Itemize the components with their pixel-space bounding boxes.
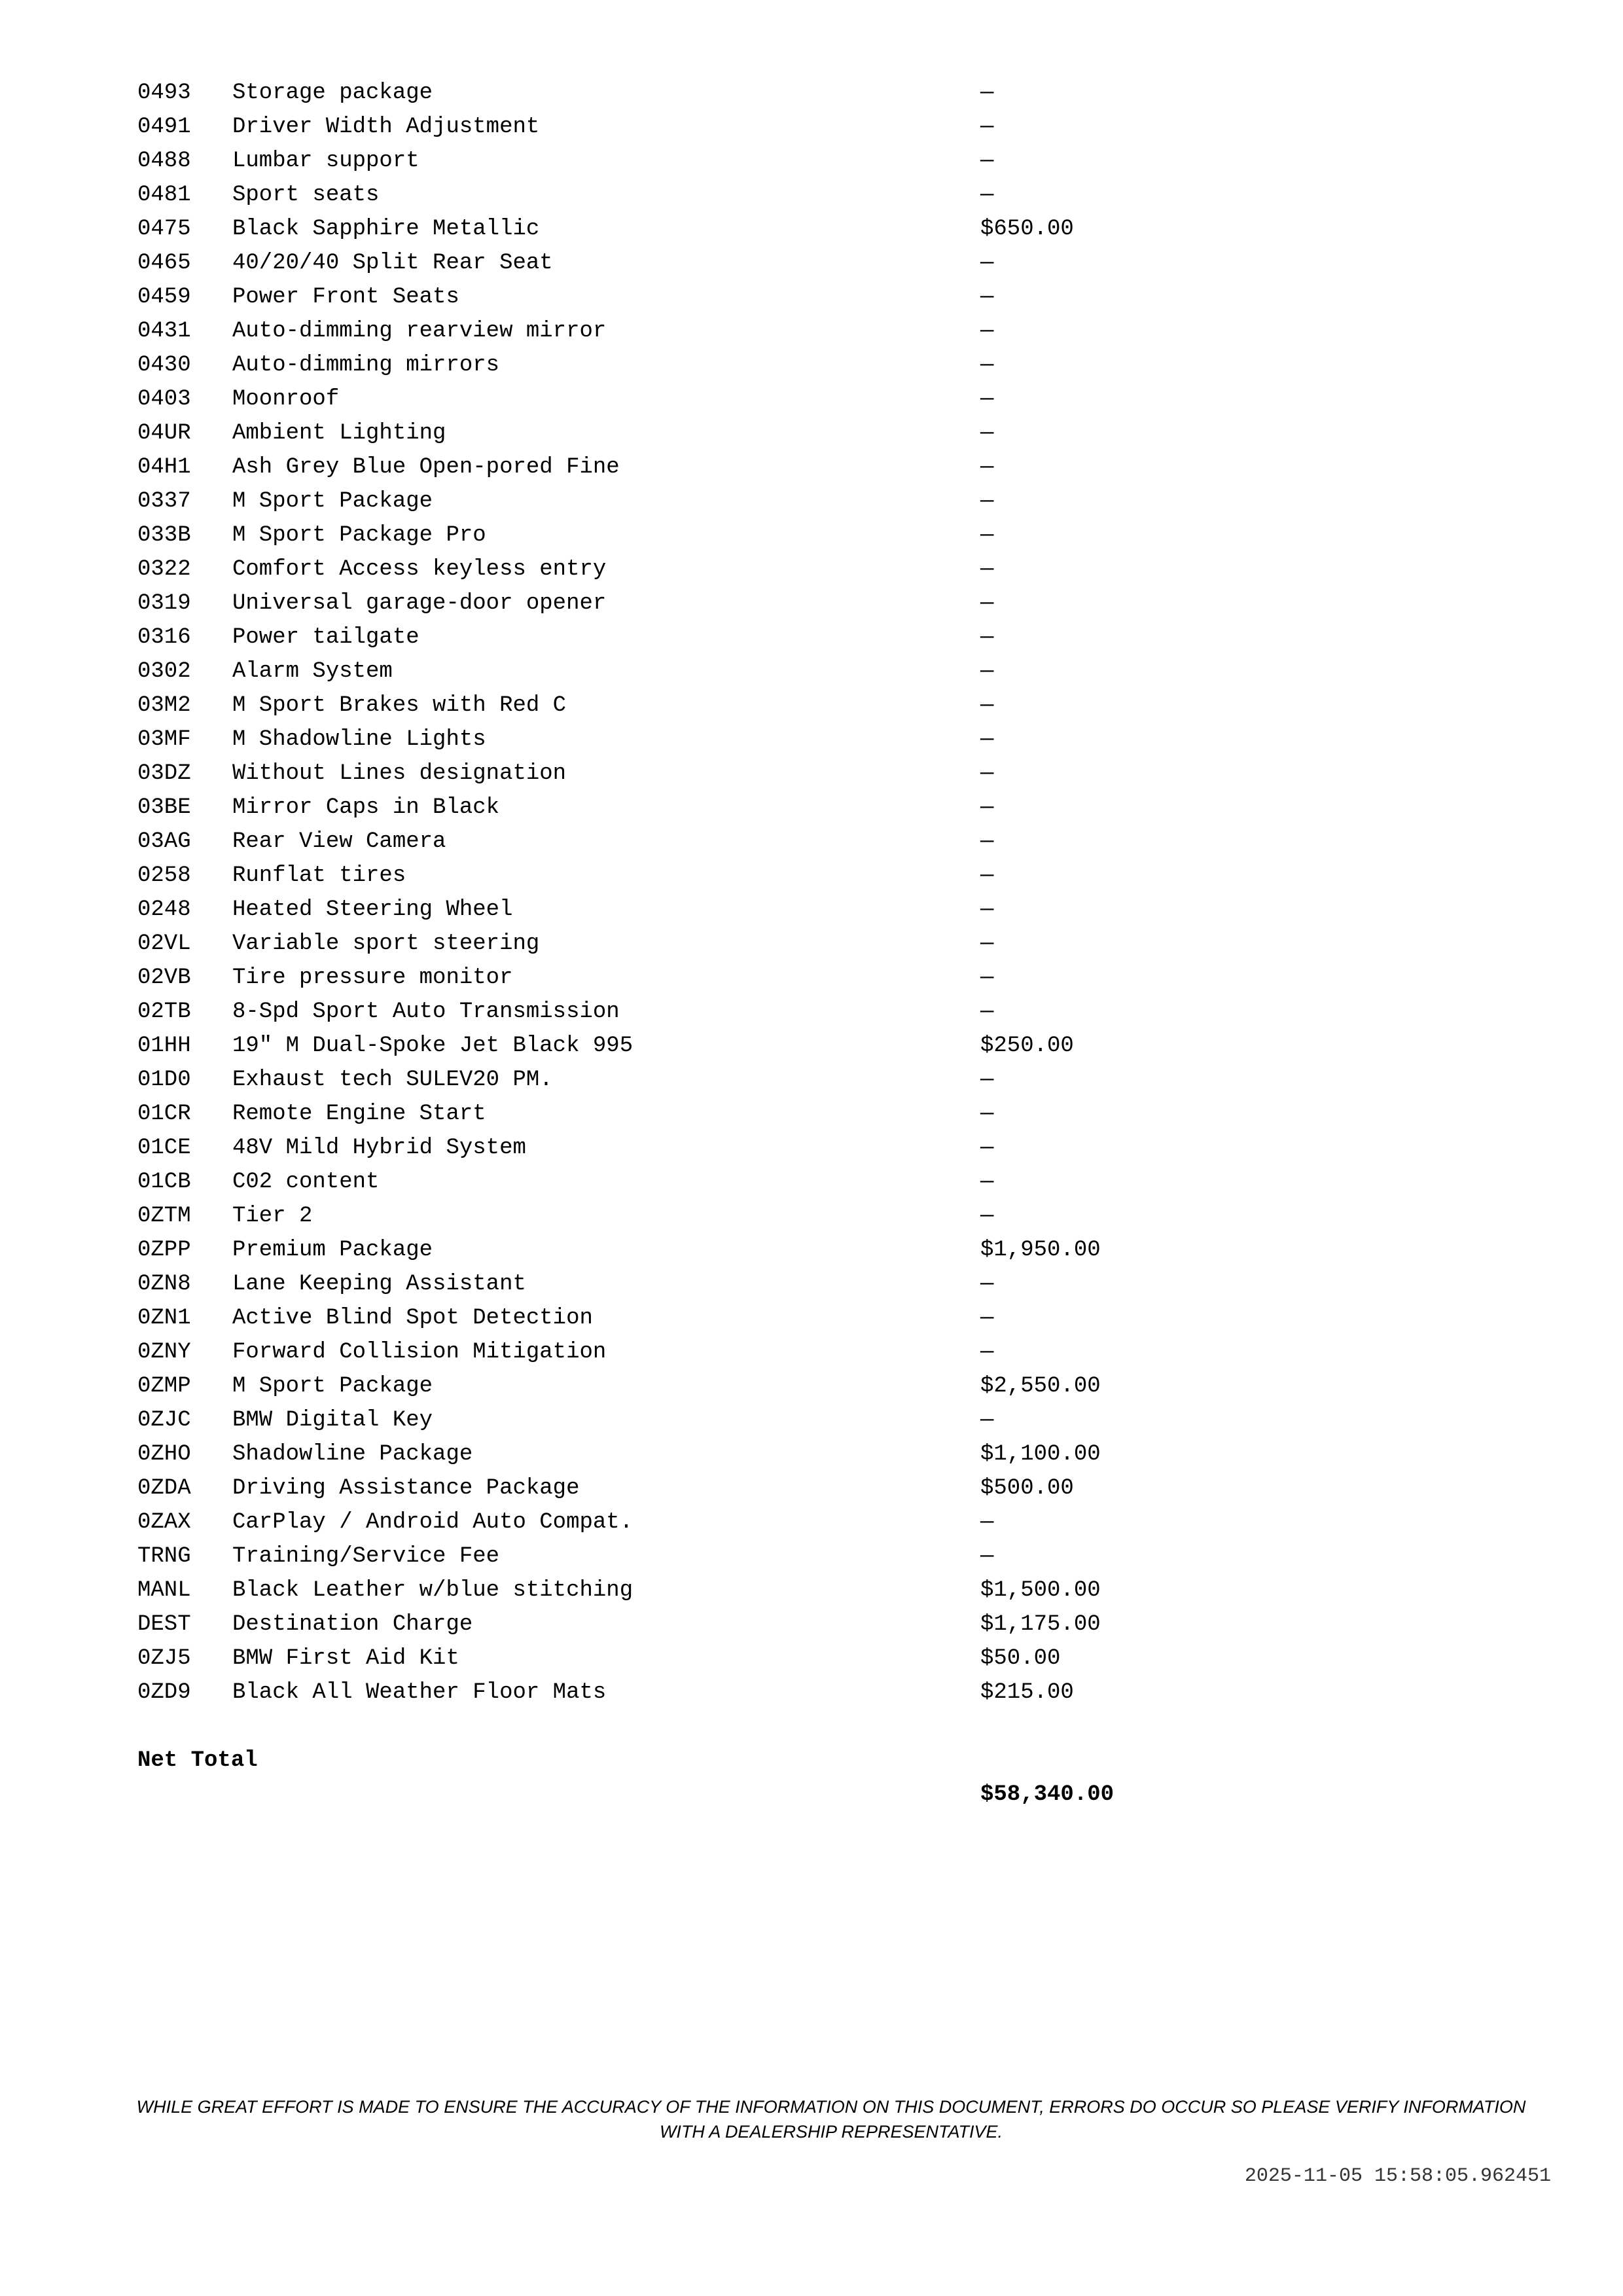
option-row [137,1267,1158,1301]
option-description: Driver Width Adjustment [232,115,540,139]
option-price: — [980,761,994,786]
option-description: Mirror Caps in Black [232,795,500,820]
option-row [137,791,1158,825]
option-price: — [980,863,994,888]
option-price: — [980,1136,994,1160]
option-code: 01D0 [137,1067,191,1092]
option-row [137,757,1158,791]
option-row [137,348,1158,382]
option-description: Runflat tires [232,863,406,888]
option-row [137,825,1158,859]
option-code: 0ZN8 [137,1272,191,1297]
option-price: $1,500.00 [980,1578,1101,1603]
option-price: — [980,115,994,139]
option-row [137,1335,1158,1369]
option-description: Ash Grey Blue Open-pored Fine [232,455,620,480]
option-price: — [980,1340,994,1365]
option-row [137,1607,1158,1641]
option-description: Black Leather w/blue stitching [232,1578,633,1603]
option-description: M Sport Package [232,1374,433,1399]
option-row [137,893,1158,927]
option-row [137,1539,1158,1573]
option-description: Auto-dimming mirrors [232,353,500,378]
option-code: 03DZ [137,761,191,786]
option-code: 03M2 [137,693,191,718]
option-row [137,689,1158,723]
option-description: Heated Steering Wheel [232,897,513,922]
option-code: 0ZN1 [137,1306,191,1331]
option-row [137,450,1158,484]
option-code: 0ZMP [137,1374,191,1399]
option-code: 01CE [137,1136,191,1160]
option-code: 0ZJ5 [137,1646,191,1671]
net-total-row [137,1710,1158,1807]
option-description: Variable sport steering [232,931,540,956]
option-row [137,178,1158,212]
option-row [137,1676,1158,1710]
option-price: — [980,489,994,514]
option-description: Forward Collision Mitigation [232,1340,607,1365]
option-code: 0319 [137,591,191,616]
option-row [137,1403,1158,1437]
option-price: — [980,727,994,752]
option-row [137,110,1158,144]
option-description: Lumbar support [232,149,419,173]
option-code: 03BE [137,795,191,820]
option-row [137,620,1158,655]
option-row [137,1233,1158,1267]
option-description: Moonroof [232,387,340,412]
option-code: DEST [137,1612,191,1637]
option-row [137,246,1158,280]
option-description: Black All Weather Floor Mats [232,1680,607,1705]
option-row [137,655,1158,689]
option-code: 01CR [137,1102,191,1126]
option-price: — [980,455,994,480]
option-description: BMW First Aid Kit [232,1646,459,1671]
option-code: 0431 [137,319,191,344]
option-price: — [980,693,994,718]
option-row [137,1199,1158,1233]
option-price: — [980,1204,994,1229]
option-description: Exhaust tech SULEV20 PM. [232,1067,553,1092]
option-rows [137,76,1158,1710]
option-row [137,859,1158,893]
option-price: — [980,1272,994,1297]
option-code: 01CB [137,1170,191,1194]
option-code: 0337 [137,489,191,514]
option-price: — [980,1544,994,1569]
option-row [137,1301,1158,1335]
option-price: — [980,285,994,310]
option-price: — [980,1306,994,1331]
option-price: — [980,999,994,1024]
option-description: M Sport Package [232,489,433,514]
option-price: $1,100.00 [980,1442,1101,1467]
option-row [137,1471,1158,1505]
option-price: $1,175.00 [980,1612,1101,1637]
option-description: Shadowline Package [232,1442,473,1467]
option-description: Universal garage-door opener [232,591,607,616]
option-price: — [980,421,994,446]
option-description: Alarm System [232,659,393,684]
disclaimer-text: WHILE GREAT EFFORT IS MADE TO ENSURE THE ACCURACY OF THE INFORMATION ON THIS DOCUMENT, ERRORS DO OCCUR SO PLEASE VERIFY INFORMATION WITH A DEALERSHIP REPRESENTATIVE. [136,2097,1526,2142]
option-price: — [980,965,994,990]
option-description: Power Front Seats [232,285,459,310]
option-price: — [980,149,994,173]
option-row [137,1131,1158,1165]
option-code: 0493 [137,81,191,105]
option-description: Auto-dimming rearview mirror [232,319,607,344]
option-price: — [980,931,994,956]
option-code: 0248 [137,897,191,922]
option-description: M Shadowline Lights [232,727,486,752]
option-row [137,76,1158,110]
print-timestamp: 2025-11-05 15:58:05.962451 [1244,2165,1551,2187]
option-price: $500.00 [980,1476,1074,1501]
option-price: $650.00 [980,217,1074,242]
option-code: 02VL [137,931,191,956]
option-row [137,1097,1158,1131]
option-description: Sport seats [232,183,380,207]
option-description: Premium Package [232,1238,433,1263]
option-code: 033B [137,523,191,548]
option-price: — [980,353,994,378]
option-row [137,518,1158,552]
option-row [137,1437,1158,1471]
option-row [137,552,1158,586]
option-description: Ambient Lighting [232,421,446,446]
option-price: — [980,897,994,922]
options-table [137,76,1158,1807]
option-description: Without Lines designation [232,761,567,786]
option-price: $2,550.00 [980,1374,1101,1399]
option-price: $50.00 [980,1646,1061,1671]
option-price: — [980,659,994,684]
option-code: 0430 [137,353,191,378]
option-code: 0491 [137,115,191,139]
option-code: 0ZDA [137,1476,191,1501]
option-row [137,1641,1158,1676]
option-code: 0258 [137,863,191,888]
option-price: $215.00 [980,1680,1074,1705]
option-code: 0302 [137,659,191,684]
option-description: 48V Mild Hybrid System [232,1136,526,1160]
option-row [137,586,1158,620]
option-row [137,961,1158,995]
option-code: 0403 [137,387,191,412]
option-code: 0316 [137,625,191,650]
option-code: 0481 [137,183,191,207]
option-price: — [980,1067,994,1092]
option-code: 0ZPP [137,1238,191,1263]
option-code: 04UR [137,421,191,446]
option-code: 02TB [137,999,191,1024]
option-description: Driving Assistance Package [232,1476,580,1501]
option-price: — [980,829,994,854]
option-price: — [980,1510,994,1535]
option-price: — [980,625,994,650]
option-row [137,212,1158,246]
option-description: Active Blind Spot Detection [232,1306,593,1331]
option-code: 0ZHO [137,1442,191,1467]
option-description: Comfort Access keyless entry [232,557,607,582]
option-description: CarPlay / Android Auto Compat. [232,1510,633,1535]
option-code: 0ZAX [137,1510,191,1535]
option-code: 0465 [137,251,191,276]
option-description: Black Sapphire Metallic [232,217,540,242]
option-price: — [980,1170,994,1194]
option-description: Tier 2 [232,1204,313,1229]
net-total-value: $58,340.00 [980,1782,1115,1807]
option-code: 03MF [137,727,191,752]
net-total-label: Net Total [137,1748,258,1773]
option-row [137,382,1158,416]
option-code: 0ZD9 [137,1680,191,1705]
option-code: 02VB [137,965,191,990]
option-code: MANL [137,1578,191,1603]
option-description: 19" M Dual-Spoke Jet Black 995 [232,1033,633,1058]
option-row [137,1505,1158,1539]
option-code: 0322 [137,557,191,582]
option-code: 04H1 [137,455,191,480]
option-description: 8-Spd Sport Auto Transmission [232,999,620,1024]
option-code: 0ZJC [137,1408,191,1433]
option-code: 0ZNY [137,1340,191,1365]
option-price: — [980,1102,994,1126]
option-description: Rear View Camera [232,829,446,854]
option-price: — [980,319,994,344]
option-row [137,314,1158,348]
option-price: — [980,557,994,582]
option-description: Lane Keeping Assistant [232,1272,526,1297]
option-description: Power tailgate [232,625,419,650]
option-code: 0488 [137,149,191,173]
option-row [137,723,1158,757]
option-price: $1,950.00 [980,1238,1101,1263]
option-price: — [980,183,994,207]
option-row [137,1369,1158,1403]
option-price: $250.00 [980,1033,1074,1058]
option-price: — [980,251,994,276]
option-description: Training/Service Fee [232,1544,500,1569]
option-description: Storage package [232,81,433,105]
option-description: Tire pressure monitor [232,965,513,990]
option-price: — [980,1408,994,1433]
option-row [137,1573,1158,1607]
option-price: — [980,81,994,105]
option-description: Destination Charge [232,1612,473,1637]
option-code: TRNG [137,1544,191,1569]
option-row [137,1063,1158,1097]
option-code: 0459 [137,285,191,310]
option-description: M Sport Package Pro [232,523,486,548]
option-row [137,995,1158,1029]
option-row [137,927,1158,961]
option-description: 40/20/40 Split Rear Seat [232,251,553,276]
option-description: BMW Digital Key [232,1408,433,1433]
option-code: 0ZTM [137,1204,191,1229]
option-description: C02 content [232,1170,380,1194]
option-price: — [980,387,994,412]
option-price: — [980,523,994,548]
option-row [137,1165,1158,1199]
option-code: 03AG [137,829,191,854]
option-description: Remote Engine Start [232,1102,486,1126]
option-price: — [980,591,994,616]
option-row [137,144,1158,178]
option-row [137,280,1158,314]
option-price: — [980,795,994,820]
option-row [137,416,1158,450]
option-row [137,484,1158,518]
option-description: M Sport Brakes with Red C [232,693,567,718]
option-code: 01HH [137,1033,191,1058]
option-row [137,1029,1158,1063]
option-code: 0475 [137,217,191,242]
